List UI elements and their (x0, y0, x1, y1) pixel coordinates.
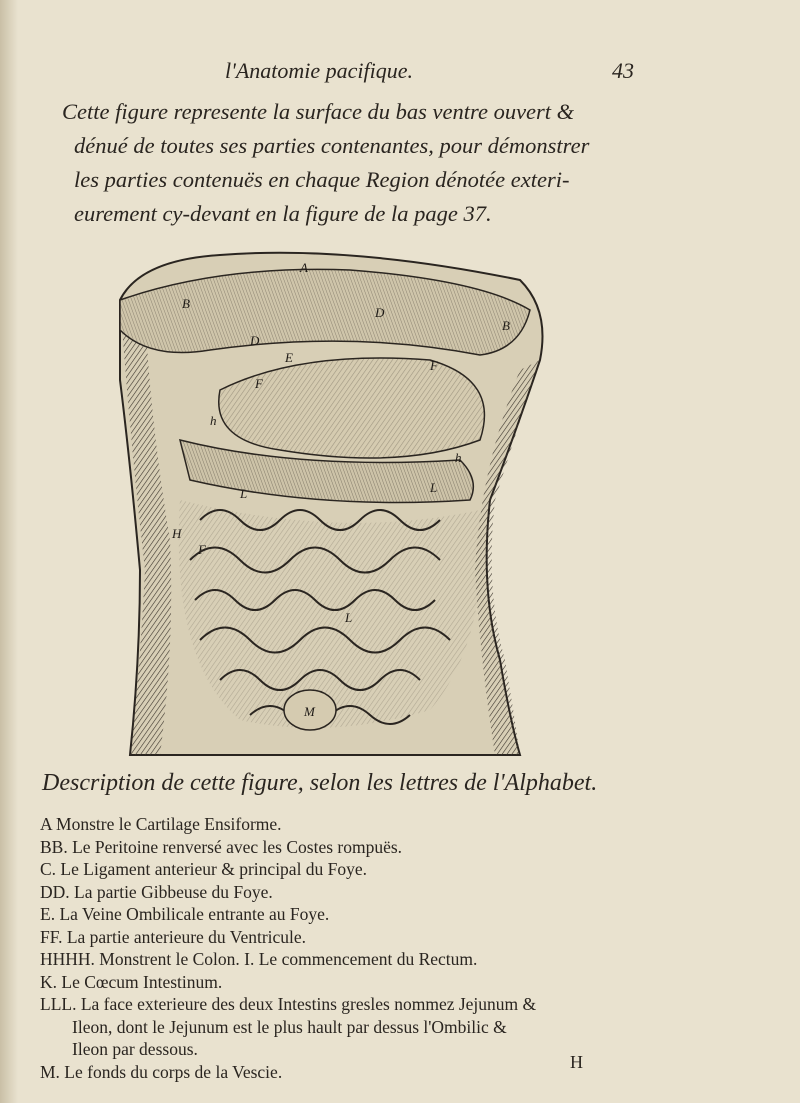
figure-label: L (240, 486, 248, 501)
caption-line: dénué de toutes ses parties contenantes, pour démonstrer (74, 133, 590, 158)
figure-label: D (375, 305, 385, 320)
legend-entry: Ileon, dont le Jejunum est le plus hault par dessus l'Ombilic & (72, 1016, 507, 1037)
figure-label: E (285, 350, 293, 365)
figure-label: h (210, 413, 217, 428)
caption-line: eurement cy-devant en la figure de la page 37. (74, 201, 492, 226)
figure-label: H (172, 526, 182, 541)
figure-label: M (304, 704, 315, 719)
legend-entry: FF. La partie anterieure du Ventricule. (40, 926, 307, 947)
figure-label: F (198, 542, 206, 557)
description-title: Description de cette figure, selon les lettres de l'Alphabet. (42, 770, 598, 796)
figure-label: B (182, 296, 190, 311)
legend-entry: BB. Le Peritoine renversé avec les Costes rompuës. (40, 836, 403, 857)
figure-label: B (502, 318, 510, 333)
caption-line: Cette figure represente la surface du bas ventre ouvert & (62, 99, 575, 124)
legend-entry: C. Le Ligament anterieur & principal du Foye. (40, 859, 368, 879)
figure-label: L (430, 480, 438, 495)
figure-caption (62, 95, 652, 231)
figure-label: D (250, 333, 260, 348)
legend-entry: A Monstre le Cartilage Ensiforme. (40, 814, 282, 834)
caption-line: les parties contenuës en chaque Region dénotée exteri- (74, 167, 570, 192)
legend-entry: K. Le Cœcum Intestinum. (40, 971, 223, 992)
figure-label: L (345, 610, 353, 625)
anatomical-woodcut-figure (100, 240, 570, 760)
running-title: l'Anatomie pacifique. (225, 58, 413, 83)
legend-entry: LLL. La face exterieure des deux Intestins gresles nommez Jejunum & (40, 994, 537, 1014)
abdomen-engraving (100, 240, 570, 760)
legend-entry: M. Le fonds du corps de la Vescie. (40, 1061, 283, 1082)
figure-label: F (430, 358, 438, 373)
legend-entry: DD. La partie Gibbeuse du Foye. (40, 881, 273, 902)
legend-entry: Ileon par dessous. (72, 1039, 198, 1059)
signature-mark: H (570, 1052, 583, 1072)
figure-label: h (455, 450, 462, 465)
page-number: 43 (612, 58, 634, 83)
figure-label: A (300, 260, 308, 275)
figure-label: F (255, 376, 263, 391)
gutter-shadow (0, 0, 18, 1103)
legend-entry: E. La Veine Ombilicale entrante au Foye. (40, 904, 330, 924)
letter-legend (40, 813, 660, 1083)
legend-entry: HHHH. Monstrent le Colon. I. Le commencement du Rectum. (40, 949, 478, 969)
